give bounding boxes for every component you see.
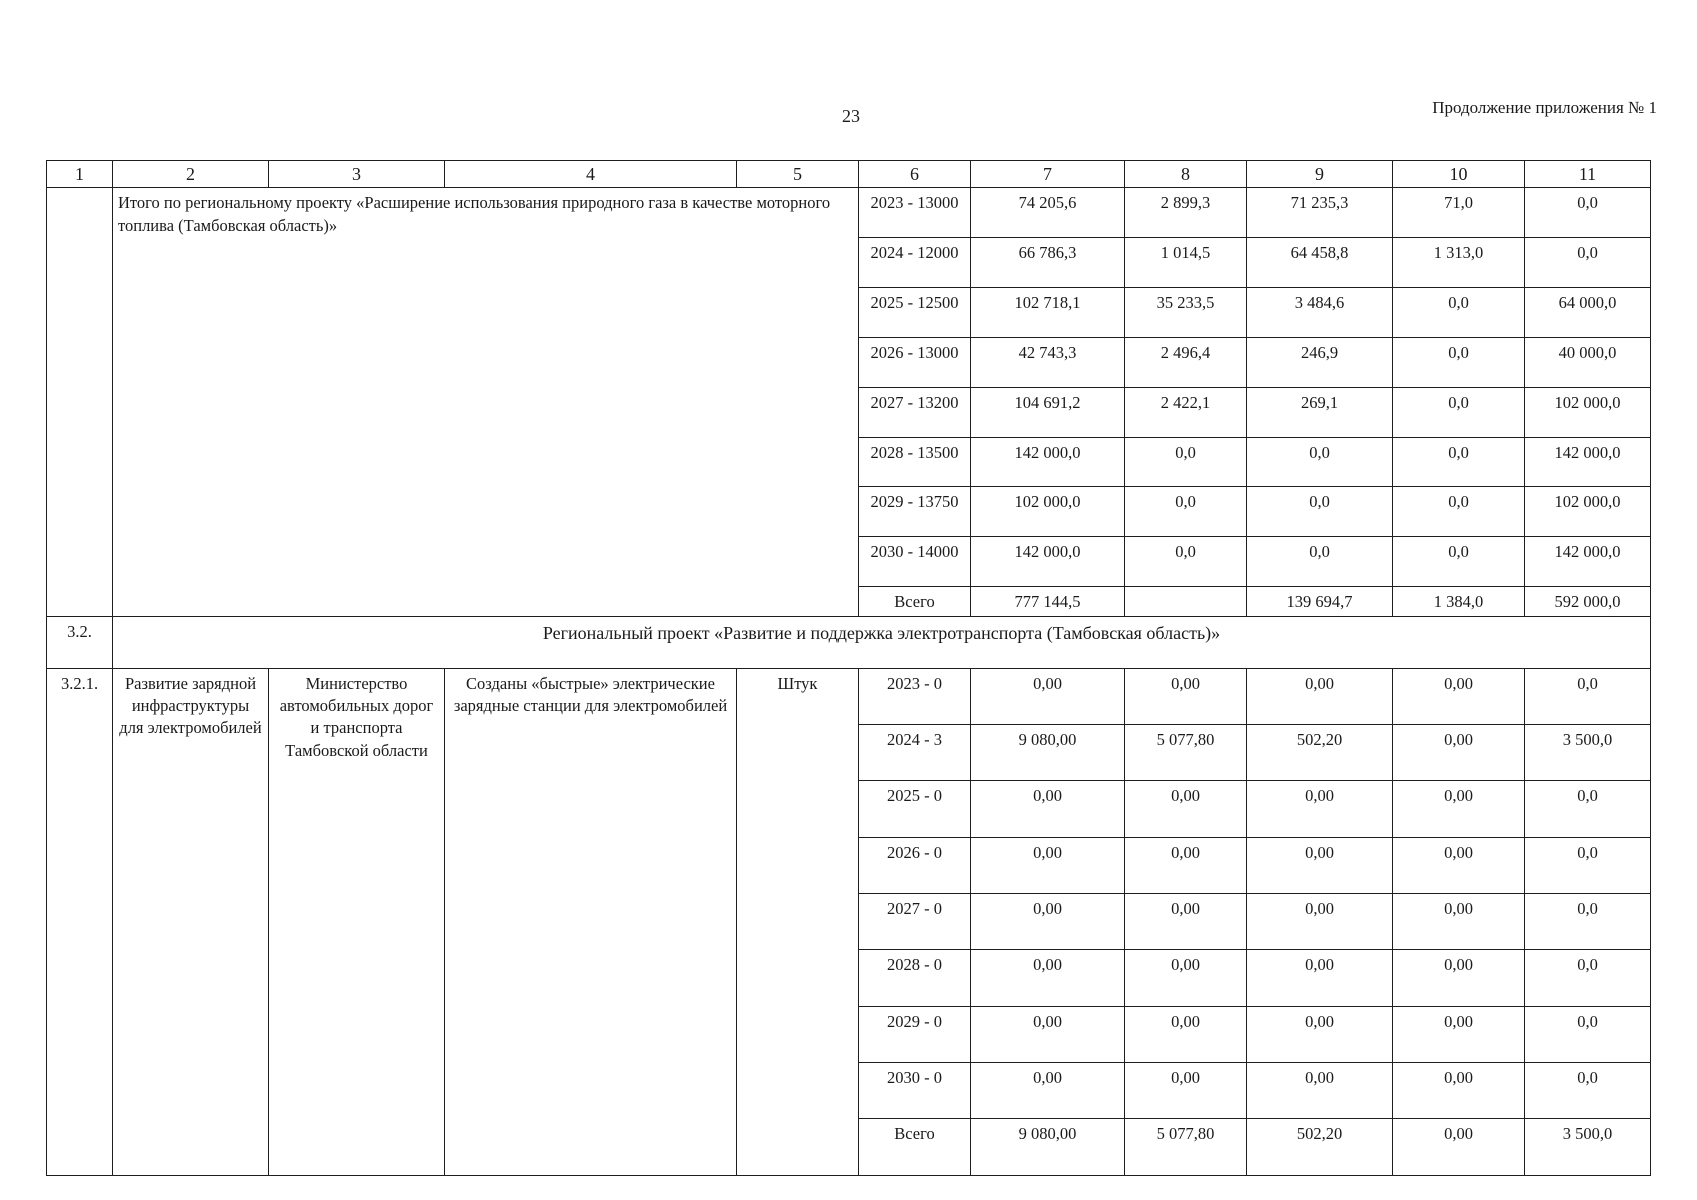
item-col8-cell: 0,00 bbox=[1125, 1063, 1247, 1119]
item-col11-cell: 0,0 bbox=[1525, 950, 1651, 1006]
summary-col11-cell: 0,0 bbox=[1525, 188, 1651, 238]
summary-col10-cell: 0,0 bbox=[1393, 487, 1525, 537]
summary-col7-cell: 777 144,5 bbox=[971, 587, 1125, 617]
item-col10-cell: 0,00 bbox=[1393, 950, 1525, 1006]
summary-col9-cell: 139 694,7 bbox=[1247, 587, 1393, 617]
item-col9-cell: 0,00 bbox=[1247, 837, 1393, 893]
item-col7-cell: 0,00 bbox=[971, 1006, 1125, 1062]
item-col7-cell: 0,00 bbox=[971, 668, 1125, 724]
item-year-cell: 2024 - 3 bbox=[859, 725, 971, 781]
item-col11-cell: 0,0 bbox=[1525, 1063, 1651, 1119]
item-result: Созданы «быстрые» электрические зарядные станции для электромобилей bbox=[445, 668, 737, 1175]
item-col7-cell: 9 080,00 bbox=[971, 725, 1125, 781]
item-col11-cell: 0,0 bbox=[1525, 668, 1651, 724]
item-col8-cell: 0,00 bbox=[1125, 1006, 1247, 1062]
item-col10-cell: 0,00 bbox=[1393, 1006, 1525, 1062]
summary-col9-cell: 0,0 bbox=[1247, 537, 1393, 587]
summary-col7-cell: 102 718,1 bbox=[971, 288, 1125, 338]
item-col9-cell: 0,00 bbox=[1247, 668, 1393, 724]
item-col11-cell: 0,0 bbox=[1525, 1006, 1651, 1062]
item-col7-cell: 0,00 bbox=[971, 1063, 1125, 1119]
section-title: Региональный проект «Развитие и поддержка электротранспорта (Тамбовская область)» bbox=[113, 616, 1651, 668]
column-header-8: 8 bbox=[1125, 161, 1247, 188]
summary-col8-cell: 2 422,1 bbox=[1125, 387, 1247, 437]
summary-col10-cell: 1 313,0 bbox=[1393, 238, 1525, 288]
summary-col10-cell: 0,0 bbox=[1393, 288, 1525, 338]
summary-col9-cell: 0,0 bbox=[1247, 487, 1393, 537]
summary-col8-cell: 0,0 bbox=[1125, 487, 1247, 537]
summary-col7-cell: 104 691,2 bbox=[971, 387, 1125, 437]
summary-col7-cell: 142 000,0 bbox=[971, 437, 1125, 487]
item-col8-cell: 0,00 bbox=[1125, 668, 1247, 724]
item-col11-cell: 0,0 bbox=[1525, 837, 1651, 893]
summary-col11-cell: 40 000,0 bbox=[1525, 337, 1651, 387]
summary-col11-cell: 102 000,0 bbox=[1525, 387, 1651, 437]
column-header-1: 1 bbox=[47, 161, 113, 188]
item-year-cell: 2025 - 0 bbox=[859, 781, 971, 837]
summary-year-cell: 2025 - 12500 bbox=[859, 288, 971, 338]
item-col11-cell: 0,0 bbox=[1525, 894, 1651, 950]
summary-row bbox=[47, 188, 1651, 238]
summary-col7-cell: 42 743,3 bbox=[971, 337, 1125, 387]
summary-col9-cell: 0,0 bbox=[1247, 437, 1393, 487]
item-col10-cell: 0,00 bbox=[1393, 894, 1525, 950]
summary-col8-cell: 35 233,5 bbox=[1125, 288, 1247, 338]
summary-year-cell: 2028 - 13500 bbox=[859, 437, 971, 487]
summary-col8-cell bbox=[1125, 587, 1247, 617]
summary-col11-cell: 142 000,0 bbox=[1525, 437, 1651, 487]
item-col7-cell: 9 080,00 bbox=[971, 1119, 1125, 1176]
item-col8-cell: 0,00 bbox=[1125, 781, 1247, 837]
summary-year-cell: 2026 - 13000 bbox=[859, 337, 971, 387]
item-col11-cell: 0,0 bbox=[1525, 781, 1651, 837]
summary-col10-cell: 71,0 bbox=[1393, 188, 1525, 238]
item-col9-cell: 0,00 bbox=[1247, 1006, 1393, 1062]
item-col9-cell: 0,00 bbox=[1247, 894, 1393, 950]
summary-col11-cell: 64 000,0 bbox=[1525, 288, 1651, 338]
item-col10-cell: 0,00 bbox=[1393, 1119, 1525, 1176]
item-col8-cell: 5 077,80 bbox=[1125, 725, 1247, 781]
section-row bbox=[47, 616, 1651, 668]
page-number: 23 bbox=[842, 106, 860, 126]
item-year-cell: 2023 - 0 bbox=[859, 668, 971, 724]
summary-col9-cell: 3 484,6 bbox=[1247, 288, 1393, 338]
summary-col11-cell: 0,0 bbox=[1525, 238, 1651, 288]
item-col7-cell: 0,00 bbox=[971, 950, 1125, 1006]
item-executor: Министерство автомобильных дорог и транспорта Тамбовской области bbox=[269, 668, 445, 1175]
summary-year-cell: 2023 - 13000 bbox=[859, 188, 971, 238]
item-col9-cell: 502,20 bbox=[1247, 1119, 1393, 1176]
item-col10-cell: 0,00 bbox=[1393, 781, 1525, 837]
column-header-7: 7 bbox=[971, 161, 1125, 188]
summary-year-cell: 2030 - 14000 bbox=[859, 537, 971, 587]
item-number: 3.2.1. bbox=[47, 668, 113, 1175]
summary-col8-cell: 2 899,3 bbox=[1125, 188, 1247, 238]
summary-col10-cell: 0,0 bbox=[1393, 437, 1525, 487]
item-col9-cell: 502,20 bbox=[1247, 725, 1393, 781]
item-col10-cell: 0,00 bbox=[1393, 1063, 1525, 1119]
summary-label: Итого по региональному проекту «Расширение использования природного газа в качестве моторного топлива (Тамбовская область)» bbox=[113, 188, 859, 616]
item-year-cell: Всего bbox=[859, 1119, 971, 1176]
column-header-2: 2 bbox=[113, 161, 269, 188]
section-number: 3.2. bbox=[47, 616, 113, 668]
summary-col9-cell: 269,1 bbox=[1247, 387, 1393, 437]
summary-empty-cell bbox=[47, 188, 113, 616]
item-year-cell: 2026 - 0 bbox=[859, 837, 971, 893]
item-col9-cell: 0,00 bbox=[1247, 950, 1393, 1006]
item-col9-cell: 0,00 bbox=[1247, 781, 1393, 837]
header-row bbox=[47, 161, 1651, 188]
item-col10-cell: 0,00 bbox=[1393, 725, 1525, 781]
summary-col8-cell: 0,0 bbox=[1125, 437, 1247, 487]
item-col10-cell: 0,00 bbox=[1393, 837, 1525, 893]
summary-col7-cell: 102 000,0 bbox=[971, 487, 1125, 537]
summary-col10-cell: 0,0 bbox=[1393, 337, 1525, 387]
item-year-cell: 2030 - 0 bbox=[859, 1063, 971, 1119]
item-year-cell: 2029 - 0 bbox=[859, 1006, 971, 1062]
column-header-5: 5 bbox=[737, 161, 859, 188]
summary-year-cell: 2027 - 13200 bbox=[859, 387, 971, 437]
summary-col11-cell: 102 000,0 bbox=[1525, 487, 1651, 537]
summary-year-cell: Всего bbox=[859, 587, 971, 617]
item-col10-cell: 0,00 bbox=[1393, 668, 1525, 724]
column-header-3: 3 bbox=[269, 161, 445, 188]
item-col8-cell: 5 077,80 bbox=[1125, 1119, 1247, 1176]
summary-col8-cell: 1 014,5 bbox=[1125, 238, 1247, 288]
summary-col10-cell: 0,0 bbox=[1393, 537, 1525, 587]
summary-col9-cell: 71 235,3 bbox=[1247, 188, 1393, 238]
item-year-cell: 2027 - 0 bbox=[859, 894, 971, 950]
item-col7-cell: 0,00 bbox=[971, 894, 1125, 950]
column-header-6: 6 bbox=[859, 161, 971, 188]
summary-year-cell: 2029 - 13750 bbox=[859, 487, 971, 537]
summary-col7-cell: 74 205,6 bbox=[971, 188, 1125, 238]
item-row bbox=[47, 668, 1651, 724]
item-col9-cell: 0,00 bbox=[1247, 1063, 1393, 1119]
summary-col10-cell: 1 384,0 bbox=[1393, 587, 1525, 617]
item-col8-cell: 0,00 bbox=[1125, 837, 1247, 893]
item-col7-cell: 0,00 bbox=[971, 781, 1125, 837]
item-unit: Штук bbox=[737, 668, 859, 1175]
item-col11-cell: 3 500,0 bbox=[1525, 1119, 1651, 1176]
appendix-continuation-note: Продолжение приложения № 1 bbox=[1432, 98, 1657, 117]
column-header-10: 10 bbox=[1393, 161, 1525, 188]
summary-col10-cell: 0,0 bbox=[1393, 387, 1525, 437]
item-col8-cell: 0,00 bbox=[1125, 950, 1247, 1006]
summary-col8-cell: 2 496,4 bbox=[1125, 337, 1247, 387]
summary-col8-cell: 0,0 bbox=[1125, 537, 1247, 587]
item-year-cell: 2028 - 0 bbox=[859, 950, 971, 1006]
summary-col7-cell: 142 000,0 bbox=[971, 537, 1125, 587]
summary-col9-cell: 64 458,8 bbox=[1247, 238, 1393, 288]
summary-col7-cell: 66 786,3 bbox=[971, 238, 1125, 288]
item-name: Развитие зарядной инфраструктуры для электромобилей bbox=[113, 668, 269, 1175]
item-col11-cell: 3 500,0 bbox=[1525, 725, 1651, 781]
summary-col11-cell: 592 000,0 bbox=[1525, 587, 1651, 617]
column-header-11: 11 bbox=[1525, 161, 1651, 188]
item-col7-cell: 0,00 bbox=[971, 837, 1125, 893]
item-col8-cell: 0,00 bbox=[1125, 894, 1247, 950]
summary-year-cell: 2024 - 12000 bbox=[859, 238, 971, 288]
summary-col9-cell: 246,9 bbox=[1247, 337, 1393, 387]
column-header-4: 4 bbox=[445, 161, 737, 188]
appendix-table bbox=[46, 160, 1651, 1176]
column-header-9: 9 bbox=[1247, 161, 1393, 188]
summary-col11-cell: 142 000,0 bbox=[1525, 537, 1651, 587]
